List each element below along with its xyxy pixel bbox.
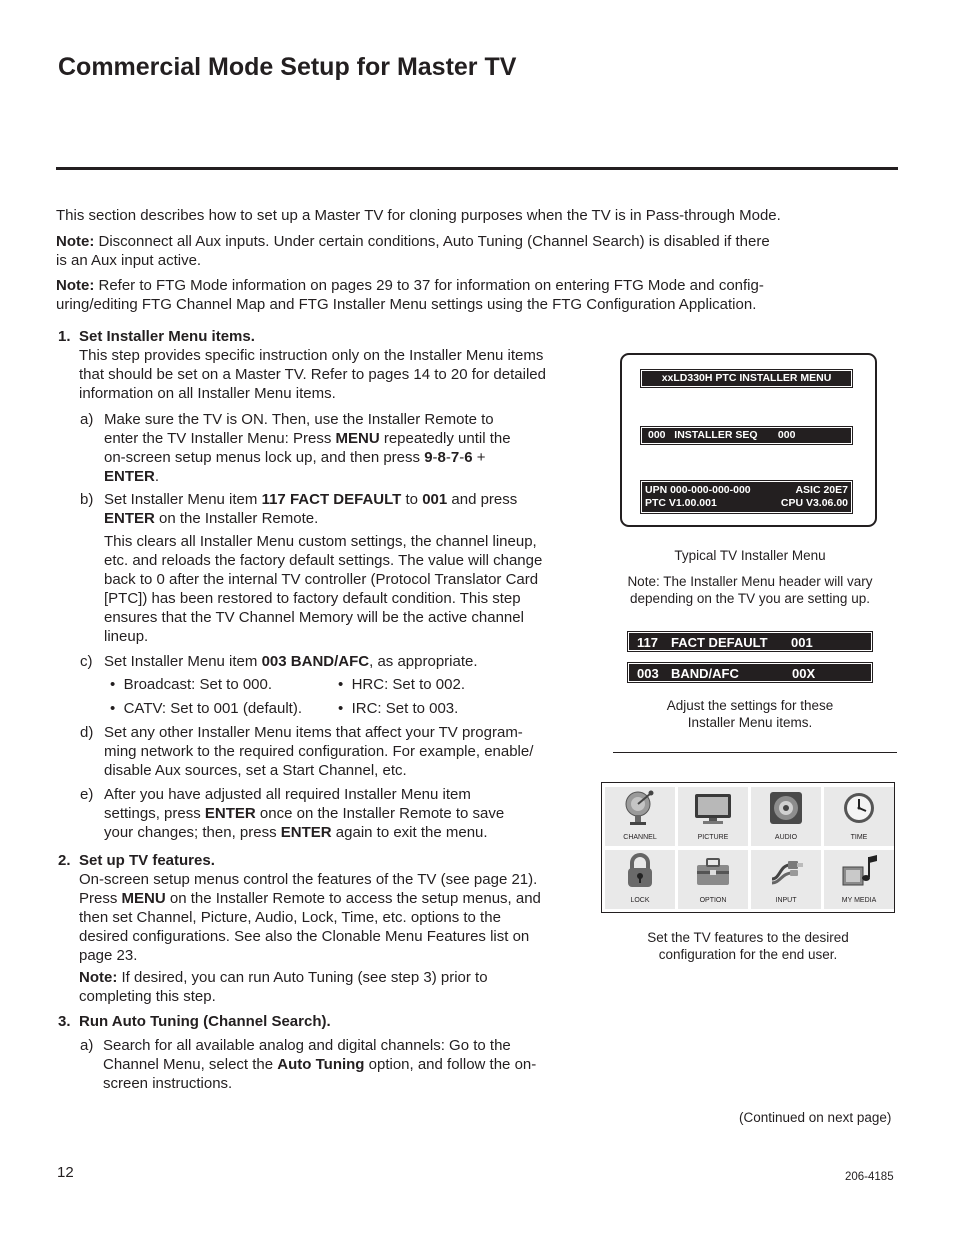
caption-set-features: Set the TV features to the desired configuration for the end user. (647, 930, 849, 962)
step-1b-text: Set Installer Menu item 117 FACT DEFAULT to 001 and press ENTER on the Installer Remote. (104, 491, 518, 527)
step-3a-text: Search for all available analog and digital channels: Go to the Channel Menu, select the Auto Tuning option, and follow the on-screen instructions. (103, 1037, 537, 1092)
step-1c-letter: c) (80, 653, 93, 670)
music-photo-icon (839, 853, 879, 889)
title-rule (56, 167, 898, 170)
bullet-broadcast: • Broadcast: Set to 000. (110, 676, 273, 693)
step-1d-letter: d) (80, 724, 94, 741)
step-3-heading: Run Auto Tuning (Channel Search). (79, 1013, 331, 1030)
step-1c-text: Set Installer Menu item 003 BAND/AFC, as appropriate. (104, 653, 478, 670)
intro-text: This section describes how to set up a Master TV for cloning purposes when the TV is in Pass-through Mode. (56, 207, 781, 224)
step-3-number: 3. (58, 1013, 71, 1030)
step-1a-text: Make sure the TV is ON. Then, use the Installer Remote to enter the TV Installer Menu: Press MENU repeatedly until the on-screen setup menus lock up, and then press 9-8-7-6 + ENTER. (104, 411, 511, 485)
step-2-note: Note: If desired, you can run Auto Tuning (see step 3) prior to completing this step. (79, 969, 488, 1005)
continued-note: (Continued on next page) (739, 1110, 892, 1125)
step-1b-paragraph: This clears all Installer Menu custom settings, the channel lineup, etc. and reloads the factory default settings. The value will change back to 0 after the internal TV controller (Protocol Translator Card [PTC]) has been restored to factory default condition. This step ensures that the TV Channel Memory will be the active channel lineup. (104, 533, 543, 645)
feature-lock: LOCK (605, 850, 675, 909)
note-2: Note: Refer to FTG Mode information on pages 29 to 37 for information on entering FTG Mode and config-uring/editing FTG Channel Map and FTG Installer Menu settings using the FTG Configuration Application. (56, 277, 764, 313)
satellite-dish-icon (620, 790, 660, 826)
caption-adjust-settings: Adjust the settings for these Installer Menu items. (666, 698, 834, 730)
feature-picture: PICTURE (678, 787, 748, 846)
step-1-heading: Set Installer Menu items. (79, 328, 255, 345)
bullet-hrc: • HRC: Set to 002. (338, 676, 465, 693)
feature-channel: CHANNEL (605, 787, 675, 846)
document-number: 206-4185 (845, 1171, 894, 1183)
page-title: Commercial Mode Setup for Master TV (58, 53, 517, 81)
step-1-body: This step provides specific instruction only on the Installer Menu items that should be set on a Master TV. Refer to pages 14 to 20 for detailed information on all Installer Menu items. (79, 347, 546, 402)
step-3a-letter: a) (80, 1037, 94, 1054)
bullet-catv: • CATV: Set to 001 (default). (110, 700, 303, 717)
step-1e-text: After you have adjusted all required Installer Menu item settings, press ENTER once on the Installer Remote to save your changes; then, press ENTER again to exit the menu. (104, 786, 505, 841)
cable-plug-icon (766, 853, 806, 889)
feature-my-media: MY MEDIA (824, 850, 894, 909)
feature-audio: AUDIO (751, 787, 821, 846)
step-2-heading: Set up TV features. (79, 852, 215, 869)
step-1 (79, 327, 549, 403)
step-2-number: 2. (58, 852, 71, 869)
tv-icon (693, 790, 733, 826)
speaker-icon (766, 790, 806, 826)
installer-seq-row: 000 INSTALLER SEQ 000 (640, 426, 853, 445)
setting-band-afc: 003 BAND/AFC 00X (627, 662, 873, 683)
note-1: Note: Disconnect all Aux inputs. Under certain conditions, Auto Tuning (Channel Search) is disabled if there is an Aux input active. (56, 233, 770, 269)
feature-option: OPTION (678, 850, 748, 909)
clock-icon (839, 790, 879, 826)
step-1a-letter: a) (80, 411, 94, 428)
step-1e-letter: e) (80, 786, 94, 803)
step-1b-letter: b) (80, 491, 94, 508)
installer-menu-header: xxLD330H PTC INSTALLER MENU (640, 369, 853, 388)
step-2: Set up TV features. On-screen setup menus control the features of the TV (see page 21). Press MENU on the Installer Remote to access the setup menus, and then set Channel, Picture, Audio, Lock, Time, etc. options to the desired configurations. See also the Clonable Menu Features list on page 23. (79, 852, 541, 964)
toolbox-icon (693, 853, 733, 889)
caption-installer-note: Note: The Installer Menu header will vary depending on the TV you are setting up. (627, 574, 873, 606)
caption-installer-menu: Typical TV Installer Menu (674, 548, 826, 563)
feature-input: INPUT (751, 850, 821, 909)
step-1-number: 1. (58, 328, 71, 345)
step-1d-text: Set any other Installer Menu items that affect your TV program-ming network to the required configuration. For example, enable/ disable Aux sources, set a Start Channel, etc. (104, 724, 534, 779)
padlock-icon (620, 853, 660, 889)
bullet-irc: • IRC: Set to 003. (338, 700, 459, 717)
installer-version-box: UPN 000-000-000-000 ASIC 20E7 PTC V1.00.001 CPU V3.06.00 (640, 480, 853, 514)
feature-time: TIME (824, 787, 894, 846)
divider (613, 752, 897, 753)
setting-fact-default: 117 FACT DEFAULT 001 (627, 631, 873, 652)
page-number: 12 (57, 1164, 74, 1181)
